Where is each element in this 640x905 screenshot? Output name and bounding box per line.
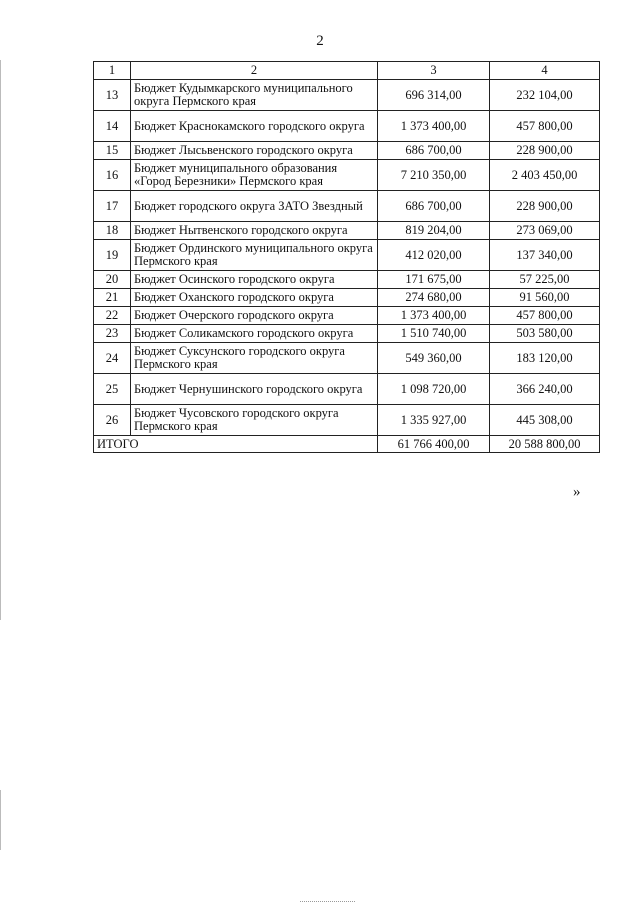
- value-col4: 273 069,00: [490, 222, 600, 240]
- total-value-col4: 20 588 800,00: [490, 436, 600, 453]
- value-col3: 1 335 927,00: [378, 405, 490, 436]
- budget-name: Бюджет Осинского городского округа: [131, 271, 378, 289]
- row-number: 14: [94, 111, 131, 142]
- row-number: 26: [94, 405, 131, 436]
- total-value-col3: 61 766 400,00: [378, 436, 490, 453]
- value-col4: 503 580,00: [490, 325, 600, 343]
- row-number: 25: [94, 374, 131, 405]
- table-body: [94, 80, 600, 436]
- budget-name: Бюджет городского округа ЗАТО Звездный: [131, 191, 378, 222]
- budget-name: Бюджет Лысьвенского городского округа: [131, 142, 378, 160]
- column-header: 1: [94, 62, 131, 80]
- value-col4: 457 800,00: [490, 111, 600, 142]
- column-header: 2: [131, 62, 378, 80]
- closing-quote: »: [573, 484, 581, 500]
- table-row: [94, 343, 600, 374]
- total-label: ИТОГО: [94, 436, 378, 453]
- table-row: [94, 111, 600, 142]
- value-col3: 1 373 400,00: [378, 307, 490, 325]
- budget-name: Бюджет Оханского городского округа: [131, 289, 378, 307]
- value-col4: 232 104,00: [490, 80, 600, 111]
- value-col4: 2 403 450,00: [490, 160, 600, 191]
- table-row: [94, 307, 600, 325]
- table-row: [94, 271, 600, 289]
- table-row: [94, 240, 600, 271]
- value-col4: 366 240,00: [490, 374, 600, 405]
- row-number: 22: [94, 307, 131, 325]
- value-col3: 696 314,00: [378, 80, 490, 111]
- value-col3: 1 098 720,00: [378, 374, 490, 405]
- value-col4: 457 800,00: [490, 307, 600, 325]
- value-col3: 274 680,00: [378, 289, 490, 307]
- budget-name: Бюджет Ординского муниципального округа Пермского края: [131, 240, 378, 271]
- budget-name: Бюджет Чернушинского городского округа: [131, 374, 378, 405]
- row-number: 23: [94, 325, 131, 343]
- table-header-row: [94, 62, 600, 80]
- value-col3: 412 020,00: [378, 240, 490, 271]
- table-row: [94, 374, 600, 405]
- page-number: 2: [316, 33, 324, 49]
- budget-name: Бюджет Суксунского городского округа Пермского края: [131, 343, 378, 374]
- table-row: [94, 142, 600, 160]
- table-row: [94, 191, 600, 222]
- value-col3: 549 360,00: [378, 343, 490, 374]
- value-col4: 228 900,00: [490, 142, 600, 160]
- scan-bottom-mark: [300, 901, 355, 903]
- scan-margin-mark: [0, 60, 1, 620]
- budget-name: Бюджет Очерского городского округа: [131, 307, 378, 325]
- table-row: [94, 405, 600, 436]
- value-col3: 819 204,00: [378, 222, 490, 240]
- value-col4: 91 560,00: [490, 289, 600, 307]
- row-number: 13: [94, 80, 131, 111]
- total-row: [94, 436, 600, 453]
- budget-name: Бюджет Краснокамского городского округа: [131, 111, 378, 142]
- row-number: 18: [94, 222, 131, 240]
- value-col3: 171 675,00: [378, 271, 490, 289]
- column-header: 4: [490, 62, 600, 80]
- table-row: [94, 80, 600, 111]
- table-row: [94, 160, 600, 191]
- value-col4: 183 120,00: [490, 343, 600, 374]
- scan-margin-mark: [0, 790, 1, 850]
- value-col4: 57 225,00: [490, 271, 600, 289]
- budget-name: Бюджет муниципального образования «Город Березники» Пермского края: [131, 160, 378, 191]
- value-col4: 228 900,00: [490, 191, 600, 222]
- value-col4: 137 340,00: [490, 240, 600, 271]
- column-header: 3: [378, 62, 490, 80]
- row-number: 17: [94, 191, 131, 222]
- row-number: 20: [94, 271, 131, 289]
- budget-name: Бюджет Нытвенского городского округа: [131, 222, 378, 240]
- value-col3: 1 510 740,00: [378, 325, 490, 343]
- table-row: [94, 222, 600, 240]
- value-col3: 686 700,00: [378, 191, 490, 222]
- budget-table: [93, 61, 600, 453]
- row-number: 24: [94, 343, 131, 374]
- budget-name: Бюджет Кудымкарского муниципального округа Пермского края: [131, 80, 378, 111]
- value-col3: 686 700,00: [378, 142, 490, 160]
- row-number: 15: [94, 142, 131, 160]
- table-row: [94, 325, 600, 343]
- budget-name: Бюджет Соликамского городского округа: [131, 325, 378, 343]
- value-col3: 1 373 400,00: [378, 111, 490, 142]
- budget-name: Бюджет Чусовского городского округа Пермского края: [131, 405, 378, 436]
- row-number: 19: [94, 240, 131, 271]
- row-number: 21: [94, 289, 131, 307]
- value-col4: 445 308,00: [490, 405, 600, 436]
- table-row: [94, 289, 600, 307]
- value-col3: 7 210 350,00: [378, 160, 490, 191]
- row-number: 16: [94, 160, 131, 191]
